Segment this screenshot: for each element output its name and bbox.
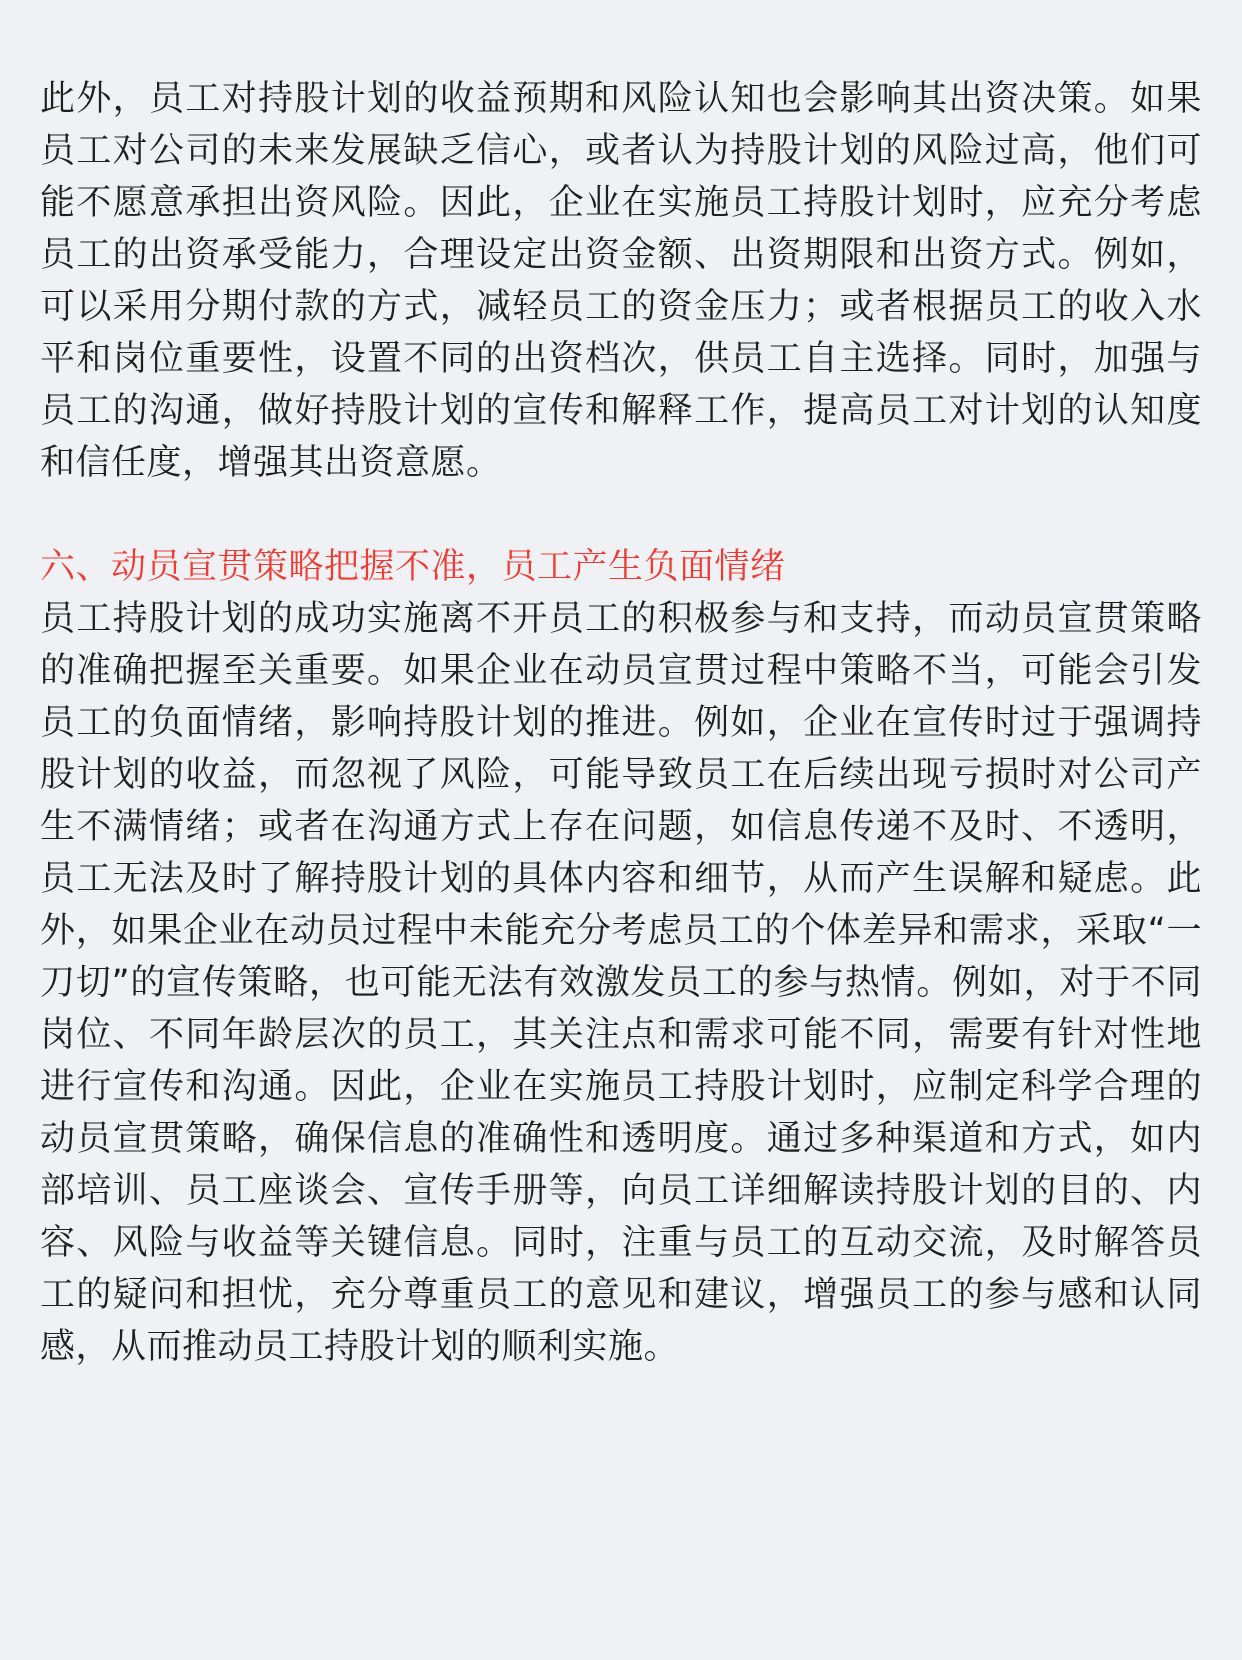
paragraph-investment-decision: 此外，员工对持股计划的收益预期和风险认知也会影响其出资决策。如果员工对公司的未来发展缺乏信心，或者认为持股计划的风险过高，他们可能不愿意承担出资风险。因此，企业在实施员工持股计划时，应充分考虑员工的出资承受能力，合理设定出资金额、出资期限和出资方式。例如，可以采用分期付款的方式，减轻员工的资金压力；或者根据员工的收入水平和岗位重要性，设置不同的出资档次，供员工自主选择。同时，加强与员工的沟通，做好持股计划的宣传和解释工作，提高员工对计划的认知度和信任度，增强其出资意愿。: [40, 79, 1202, 483]
section-heading: 六、动员宣贯策略把握不准，员工产生负面情绪: [40, 547, 786, 587]
paragraph-mobilization-strategy: 员工持股计划的成功实施离不开员工的积极参与和支持，而动员宣贯策略的准确把握至关重要。如果企业在动员宣贯过程中策略不当，可能会引发员工的负面情绪，影响持股计划的推进。例如，企业在宣传时过于强调持股计划的收益，而忽视了风险，可能导致员工在后续出现亏损时对公司产生不满情绪；或者在沟通方式上存在问题，如信息传递不及时、不透明，员工无法及时了解持股计划的具体内容和细节，从而产生误解和疑虑。此外，如果企业在动员过程中未能充分考虑员工的个体差异和需求，采取“一刀切”的宣传策略，也可能无法有效激发员工的参与热情。例如，对于不同岗位、不同年龄层次的员工，其关注点和需求可能不同，需要有针对性地进行宣传和沟通。因此，企业在实施员工持股计划时，应制定科学合理的动员宣贯策略，确保信息的准确性和透明度。通过多种渠道和方式，如内部培训、员工座谈会、宣传手册等，向员工详细解读持股计划的目的、内容、风险与收益等关键信息。同时，注重与员工的互动交流，及时解答员工的疑问和担忧，充分尊重员工的意见和建议，增强员工的参与感和认同感，从而推动员工持股计划的顺利实施。: [40, 599, 1202, 1367]
